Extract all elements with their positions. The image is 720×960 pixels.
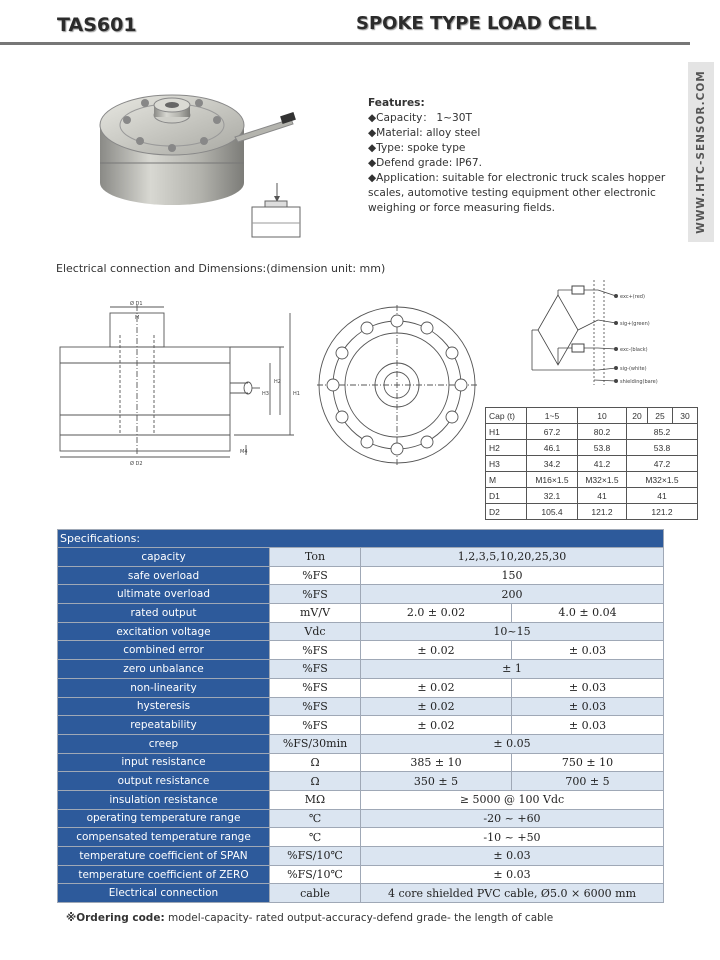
spec-cell: 10~15 — [361, 622, 664, 641]
spec-cell: 700 ± 5 — [512, 772, 664, 791]
spec-row — [58, 548, 664, 567]
model-title: TAS601 — [57, 14, 137, 36]
cell: 32.1 — [527, 488, 578, 504]
cell: 34.2 — [527, 456, 578, 472]
cell: 80.2 — [578, 424, 627, 440]
spec-cell: %FS — [270, 678, 361, 697]
cell: 20 — [627, 408, 648, 424]
spec-cell: non-linearity — [58, 678, 270, 697]
table-row — [486, 504, 698, 520]
dimension-table-header — [486, 408, 698, 424]
feature-item: ◆Material: alloy steel — [368, 127, 481, 139]
spec-cell: insulation resistance — [58, 790, 270, 809]
spec-cell: 350 ± 5 — [361, 772, 512, 791]
spec-cell: %FS — [270, 660, 361, 679]
ordering-code-text: model-capacity- rated output-accuracy-defend grade- the length of cable — [164, 912, 554, 924]
cell: 121.2 — [578, 504, 627, 520]
spec-row — [58, 585, 664, 604]
header-divider — [0, 42, 690, 45]
spec-cell: ± 0.02 — [361, 678, 512, 697]
side-view-drawing — [50, 295, 310, 470]
cell: Cap (t) — [486, 408, 527, 424]
cell: H1 — [486, 424, 527, 440]
spec-cell: ± 0.05 — [361, 734, 664, 753]
spec-cell: zero unbalance — [58, 660, 270, 679]
spec-row — [58, 809, 664, 828]
feature-item: ◆Type: spoke type — [368, 142, 466, 154]
spec-cell: -10 ~ +50 — [361, 828, 664, 847]
spec-cell: %FS — [270, 566, 361, 585]
feature-item: ◆Defend grade: IP67. — [368, 157, 482, 169]
cell: M16×1.5 — [527, 472, 578, 488]
product-photo — [95, 75, 310, 245]
specifications-table — [57, 529, 664, 903]
spec-row — [58, 753, 664, 772]
spec-cell: rated output — [58, 604, 270, 623]
spec-cell: mV/V — [270, 604, 361, 623]
spec-cell: Vdc — [270, 622, 361, 641]
dimensions-section-title: Electrical connection and Dimensions:(dimension unit: mm) — [56, 262, 386, 275]
spec-cell: operating temperature range — [58, 809, 270, 828]
cell: 105.4 — [527, 504, 578, 520]
spec-row — [58, 865, 664, 884]
spec-row — [58, 772, 664, 791]
spec-cell: %FS — [270, 641, 361, 660]
spec-cell: ± 0.03 — [512, 716, 664, 735]
features-heading: Features: — [368, 97, 425, 109]
spec-cell: MΩ — [270, 790, 361, 809]
spec-cell: %FS/30min — [270, 734, 361, 753]
spec-cell: cable — [270, 884, 361, 903]
spec-cell: combined error — [58, 641, 270, 660]
features-block — [368, 96, 668, 216]
spec-cell: Ω — [270, 753, 361, 772]
spec-cell: creep — [58, 734, 270, 753]
cell: 85.2 — [627, 424, 698, 440]
spec-cell: ± 0.03 — [361, 865, 664, 884]
cell: 46.1 — [527, 440, 578, 456]
spec-row — [58, 734, 664, 753]
spec-row — [58, 697, 664, 716]
spec-cell: %FS — [270, 716, 361, 735]
spec-cell: %FS — [270, 697, 361, 716]
spec-cell: ≥ 5000 @ 100 Vdc — [361, 790, 664, 809]
specifications-title: Specifications: — [58, 530, 664, 548]
cell: 67.2 — [527, 424, 578, 440]
spec-cell: input resistance — [58, 753, 270, 772]
spec-cell: capacity — [58, 548, 270, 567]
spec-cell: temperature coefficient of ZERO — [58, 865, 270, 884]
cell: 10 — [578, 408, 627, 424]
spec-cell: ± 0.02 — [361, 716, 512, 735]
dim-label-h3: H3 — [262, 391, 269, 397]
spec-cell: excitation voltage — [58, 622, 270, 641]
spec-cell: output resistance — [58, 772, 270, 791]
spec-cell: Ω — [270, 772, 361, 791]
wire-label: sig+(green) — [620, 321, 650, 327]
dim-label-d2: Ø D2 — [130, 461, 143, 467]
spec-row — [58, 678, 664, 697]
cell: M — [486, 472, 527, 488]
ordering-code-label: ※Ordering code: — [66, 912, 165, 924]
cell: M32×1.5 — [578, 472, 627, 488]
cell: 53.8 — [627, 440, 698, 456]
spec-cell: temperature coefficient of SPAN — [58, 847, 270, 866]
ordering-code — [66, 912, 553, 924]
dimension-table — [485, 407, 698, 520]
table-row — [486, 440, 698, 456]
cell: D1 — [486, 488, 527, 504]
table-row — [486, 456, 698, 472]
spec-cell: -20 ~ +60 — [361, 809, 664, 828]
spec-row — [58, 641, 664, 660]
spec-cell: compensated temperature range — [58, 828, 270, 847]
spec-cell: 150 — [361, 566, 664, 585]
dim-label-h2: H2 — [274, 379, 281, 385]
cell: 121.2 — [627, 504, 698, 520]
product-title: SPOKE TYPE LOAD CELL — [356, 13, 597, 34]
spec-cell: ± 0.03 — [512, 641, 664, 660]
cell: 41 — [627, 488, 698, 504]
spec-cell: safe overload — [58, 566, 270, 585]
cell: 30 — [673, 408, 698, 424]
spec-row — [58, 660, 664, 679]
cell: H3 — [486, 456, 527, 472]
wire-label: exc-(black) — [620, 347, 648, 353]
feature-item: ◆Application: suitable for electronic truck scales hopper scales, automotive testing equipment other electronic weighing or force measuring fields. — [368, 172, 666, 214]
spec-cell: Ton — [270, 548, 361, 567]
website-banner — [688, 62, 714, 242]
spec-cell: 4.0 ± 0.04 — [512, 604, 664, 623]
spec-cell: %FS/10℃ — [270, 865, 361, 884]
spec-row — [58, 622, 664, 641]
spec-row — [58, 847, 664, 866]
spec-cell: ± 0.03 — [361, 847, 664, 866]
spec-cell: ± 0.02 — [361, 641, 512, 660]
cell: 53.8 — [578, 440, 627, 456]
dim-label-m: M — [135, 315, 140, 321]
wire-label: shielding(bare) — [620, 379, 658, 385]
spec-row — [58, 790, 664, 809]
spec-row — [58, 716, 664, 735]
spec-row — [58, 884, 664, 903]
spec-cell: ± 0.03 — [512, 678, 664, 697]
spec-cell: Electrical connection — [58, 884, 270, 903]
spec-cell: 2.0 ± 0.02 — [361, 604, 512, 623]
cell: M32×1.5 — [627, 472, 698, 488]
dim-label-d1: Ø D1 — [130, 301, 143, 307]
spec-row — [58, 828, 664, 847]
cell: H2 — [486, 440, 527, 456]
spec-row — [58, 566, 664, 585]
spec-row — [58, 604, 664, 623]
dim-label-h1: H1 — [293, 391, 300, 397]
top-view-drawing — [312, 300, 482, 470]
cell: 47.2 — [627, 456, 698, 472]
cell: 41.2 — [578, 456, 627, 472]
spec-cell: hysteresis — [58, 697, 270, 716]
spec-cell: %FS/10℃ — [270, 847, 361, 866]
cell: 41 — [578, 488, 627, 504]
website-text: WWW.HTC-SENSOR.COM — [695, 70, 707, 234]
spec-cell: repeatability — [58, 716, 270, 735]
table-row — [486, 488, 698, 504]
spec-cell: 385 ± 10 — [361, 753, 512, 772]
spec-cell: ℃ — [270, 809, 361, 828]
cell: D2 — [486, 504, 527, 520]
cell: 25 — [648, 408, 673, 424]
wiring-diagram — [528, 280, 708, 390]
spec-cell: ± 0.03 — [512, 697, 664, 716]
spec-cell: %FS — [270, 585, 361, 604]
cell: 1~5 — [527, 408, 578, 424]
table-row — [486, 472, 698, 488]
wire-label: exc+(red) — [620, 294, 645, 300]
spec-cell: 1,2,3,5,10,20,25,30 — [361, 548, 664, 567]
spec-cell: ultimate overload — [58, 585, 270, 604]
spec-cell: 4 core shielded PVC cable, Ø5.0 × 6000 mm — [361, 884, 664, 903]
spec-cell: 200 — [361, 585, 664, 604]
wire-label: sig-(white) — [620, 366, 647, 372]
table-row — [486, 424, 698, 440]
spec-cell: ± 1 — [361, 660, 664, 679]
spec-cell: 750 ± 10 — [512, 753, 664, 772]
spec-cell: ℃ — [270, 828, 361, 847]
feature-item: ◆Capacity： 1~30T — [368, 112, 472, 124]
spec-cell: ± 0.02 — [361, 697, 512, 716]
dim-label-h4: M4 — [240, 449, 248, 455]
